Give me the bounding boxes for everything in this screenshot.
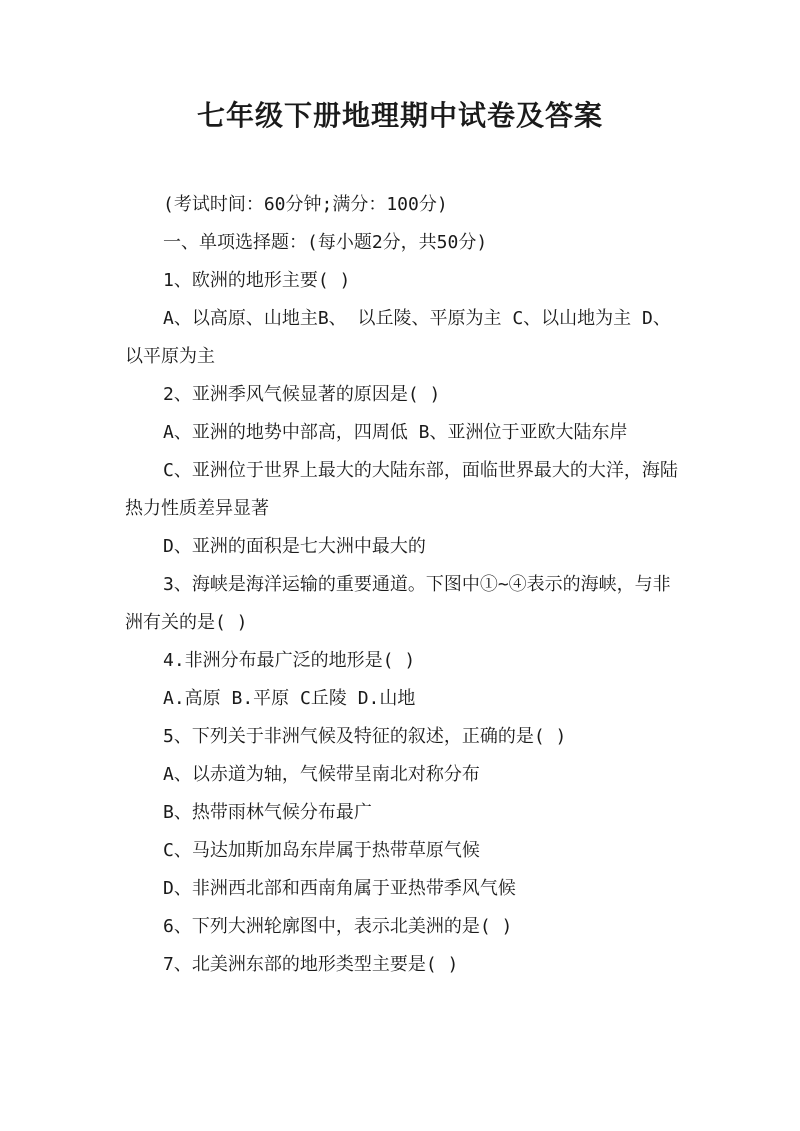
question-5-option-a: A、以赤道为轴，气候带呈南北对称分布 (163, 764, 480, 785)
question-1-options: A、以高原、山地主B、 以丘陵、平原为主 C、以山地为主 D、以平原为主 (125, 308, 671, 367)
question-5-option-b: B、热带雨林气候分布最广 (163, 802, 372, 823)
exam-info: (考试时间：60分钟;满分：100分) (163, 194, 448, 215)
question-2-option-c: C、亚洲位于世界上最大的大陆东部，面临世界最大的大洋，海陆热力性质差异显著 (125, 460, 678, 519)
question-4: 4.非洲分布最广泛的地形是( ) (163, 650, 416, 671)
section-heading: 一、单项选择题：(每小题2分，共50分) (163, 232, 488, 253)
question-1: 1、欧洲的地形主要( ) (163, 270, 351, 291)
question-5-option-c: C、马达加斯加岛东岸属于热带草原气候 (163, 840, 480, 861)
question-2: 2、亚洲季风气候显著的原因是( ) (163, 384, 441, 405)
document-title: 七年级下册地理期中试卷及答案 (196, 99, 603, 132)
question-3: 3、海峡是海洋运输的重要通道。下图中①~④表示的海峡，与非洲有关的是( ) (125, 574, 671, 633)
question-5-option-d: D、非洲西北部和西南角属于亚热带季风气候 (163, 878, 516, 899)
question-7: 7、北美洲东部的地形类型主要是( ) (163, 954, 459, 975)
question-4-options: A.高原 B.平原 C丘陵 D.山地 (163, 688, 416, 709)
document-body (125, 186, 685, 984)
question-2-option-d: D、亚洲的面积是七大洲中最大的 (163, 536, 426, 557)
question-2-options-ab: A、亚洲的地势中部高，四周低 B、亚洲位于亚欧大陆东岸 (163, 422, 628, 443)
question-6: 6、下列大洲轮廓图中，表示北美洲的是( ) (163, 916, 513, 937)
question-5: 5、下列关于非洲气候及特征的叙述，正确的是( ) (163, 726, 567, 747)
